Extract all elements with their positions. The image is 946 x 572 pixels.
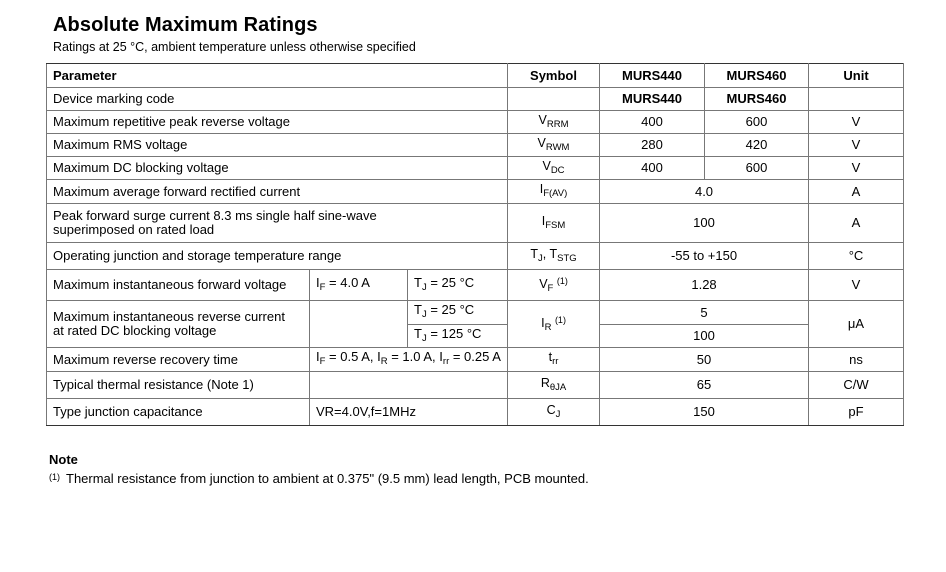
unit-vdc: V (809, 157, 904, 180)
unit-vrms: V (809, 134, 904, 157)
symbol-tj: $T_J$, $T_{STG}$ (508, 243, 600, 270)
param-rth: Typical thermal resistance (Note 1) (47, 372, 310, 399)
symbol-vdc: $V_{DC}$ (508, 157, 600, 180)
ir-value-125: 100 (600, 325, 809, 348)
table-row (47, 348, 904, 372)
temp-ir-25: $T_J = 25$ °C (408, 301, 508, 325)
unit-ifav: A (809, 180, 904, 204)
tj-value: -55 to +150 (600, 243, 809, 270)
symbol-vrms: $V_{RWM}$ (508, 134, 600, 157)
header-parameter: Parameter (47, 64, 508, 88)
condition-cj: VR=4.0V,f=1MHz (310, 399, 508, 426)
table-row (47, 301, 904, 325)
param-vrms: Maximum RMS voltage (47, 134, 508, 157)
unit-trr: ns (809, 348, 904, 372)
header-symbol: Symbol (508, 64, 600, 88)
marking-murs440: MURS440 (600, 88, 705, 111)
note-text (49, 471, 589, 486)
symbol-trr: $t_{rr}$ (508, 348, 600, 372)
unit-cj: pF (809, 399, 904, 426)
vrms-murs440: 280 (600, 134, 705, 157)
unit-ifsm: A (809, 204, 904, 243)
table-row (47, 270, 904, 301)
table-row (47, 399, 904, 426)
condition-trr: $I_F = 0.5$ A, $I_R = 1.0$ A, $I_{rr} = 0.25$ A (310, 348, 508, 372)
marking-murs460: MURS460 (705, 88, 809, 111)
ifav-value: 4.0 (600, 180, 809, 204)
trr-value: 50 (600, 348, 809, 372)
ifsm-value: 100 (600, 204, 809, 243)
symbol-ir: $I_R$ $^{(1)}$ (508, 301, 600, 348)
note-marker: (1) (49, 472, 60, 482)
temp-vf: $T_J = 25$ °C (408, 270, 508, 301)
table-header-row (47, 64, 904, 88)
table-row (47, 134, 904, 157)
table-row (47, 88, 904, 111)
unit-rth: C/W (809, 372, 904, 399)
condition-ir (310, 301, 408, 348)
symbol-ifsm: $I_{FSM}$ (508, 204, 600, 243)
vdc-murs460: 600 (705, 157, 809, 180)
table-row (47, 157, 904, 180)
unit-tj: °C (809, 243, 904, 270)
param-vrrm: Maximum repetitive peak reverse voltage (47, 111, 508, 134)
vf-value: 1.28 (600, 270, 809, 301)
unit-vf: V (809, 270, 904, 301)
ir-value-25: 5 (600, 301, 809, 325)
table-row (47, 180, 904, 204)
header-murs460: MURS460 (705, 64, 809, 88)
table-row (47, 372, 904, 399)
table-row (47, 243, 904, 270)
note-title: Note (49, 452, 78, 467)
symbol-ifav: $I_{F(AV)}$ (508, 180, 600, 204)
unit-marking (809, 88, 904, 111)
param-ifav: Maximum average forward rectified current (47, 180, 508, 204)
condition-vf: $I_F = 4.0$ A (310, 270, 408, 301)
header-unit: Unit (809, 64, 904, 88)
header-murs440: MURS440 (600, 64, 705, 88)
symbol-cj: $C_J$ (508, 399, 600, 426)
param-marking: Device marking code (47, 88, 508, 111)
vrrm-murs440: 400 (600, 111, 705, 134)
unit-vrrm: V (809, 111, 904, 134)
symbol-rth: $R_{\theta JA}$ (508, 372, 600, 399)
symbol-vf: $V_F$ $^{(1)}$ (508, 270, 600, 301)
param-tj: Operating junction and storage temperature range (47, 243, 508, 270)
condition-rth (310, 372, 508, 399)
param-cj: Type junction capacitance (47, 399, 310, 426)
param-ir: Maximum instantaneous reverse current at rated DC blocking voltage (47, 301, 310, 348)
vdc-murs440: 400 (600, 157, 705, 180)
page-subtitle: Ratings at 25 °C, ambient temperature unless otherwise specified (53, 40, 416, 54)
param-vf: Maximum instantaneous forward voltage (47, 270, 310, 301)
unit-ir: μA (809, 301, 904, 348)
vrms-murs460: 420 (705, 134, 809, 157)
vrrm-murs460: 600 (705, 111, 809, 134)
temp-ir-125: $T_J = 125$ °C (408, 325, 508, 348)
table-row (47, 204, 904, 243)
symbol-vrrm: $V_{RRM}$ (508, 111, 600, 134)
note-body: Thermal resistance from junction to ambient at 0.375" (9.5 mm) lead length, PCB mounted. (66, 471, 589, 486)
cj-value: 150 (600, 399, 809, 426)
rth-value: 65 (600, 372, 809, 399)
table-row (47, 111, 904, 134)
page-title: Absolute Maximum Ratings (53, 14, 318, 36)
ratings-table (46, 63, 904, 426)
param-trr: Maximum reverse recovery time (47, 348, 310, 372)
param-vdc: Maximum DC blocking voltage (47, 157, 508, 180)
param-ifsm: Peak forward surge current 8.3 ms single half sine-wave superimposed on rated load (47, 204, 508, 243)
symbol-marking (508, 88, 600, 111)
